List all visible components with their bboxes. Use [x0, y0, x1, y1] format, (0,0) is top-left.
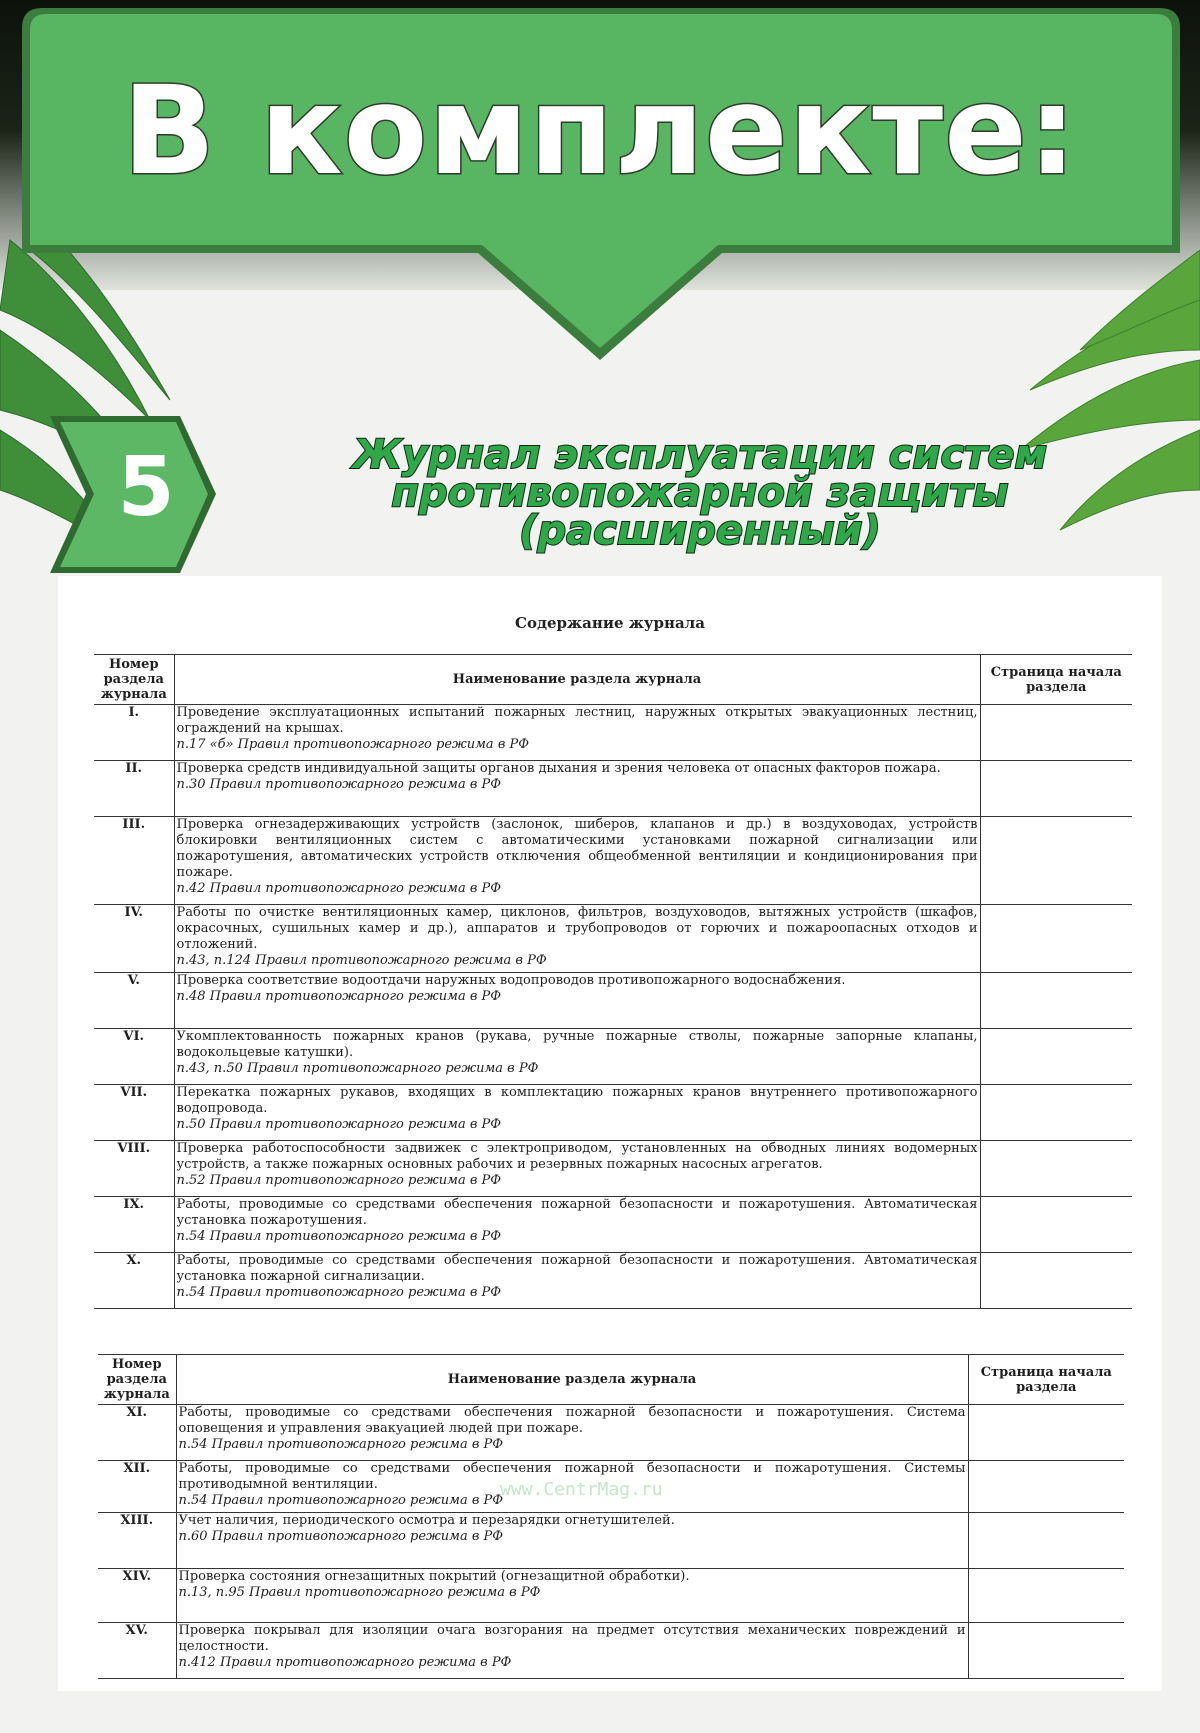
- section-number: XV.: [98, 1623, 176, 1679]
- section-name: Работы, проводимые со средствами обеспечения пожарной безопасности и пожаротушения. Системы противодымной вентиляции.: [178, 1461, 966, 1492]
- section-reference: п.17 «б» Правил противопожарного режима в РФ: [176, 737, 530, 752]
- column-header-number: Номер раздела журнала: [94, 655, 174, 705]
- section-name: Проверка работоспособности задвижек с электроприводом, установленных на обводных линиях водомерных устройств, а также пожарных основных рабочих и резервных пожарных насосных агрегатов.: [176, 1141, 978, 1172]
- column-header-page: Страница начала раздела: [968, 1355, 1124, 1405]
- section-start-page: [968, 1623, 1124, 1679]
- section-reference: п.43, п.124 Правил противопожарного режима в РФ: [176, 953, 547, 968]
- table-row: [94, 1085, 1132, 1141]
- section-name: Проведение эксплуатационных испытаний пожарных лестниц, наружных открытых эвакуационных лестниц, ограждений на крышах.: [176, 705, 978, 736]
- section-number: V.: [94, 973, 174, 1029]
- section-name: Проверка средств индивидуальной защиты органов дыхания и зрения человека от опасных факторов пожара.: [176, 761, 941, 776]
- section-start-page: [980, 973, 1132, 1029]
- section-start-page: [980, 761, 1132, 817]
- table-row: [94, 1253, 1132, 1309]
- section-reference: п.48 Правил противопожарного режима в РФ: [176, 989, 502, 1004]
- section-reference: п.42 Правил противопожарного режима в РФ: [176, 881, 502, 896]
- section-reference: п.50 Правил противопожарного режима в РФ: [176, 1117, 502, 1132]
- section-name-cell: [174, 1085, 980, 1141]
- section-start-page: [980, 1085, 1132, 1141]
- section-reference: п.52 Правил противопожарного режима в РФ: [176, 1173, 502, 1188]
- section-name-cell: [174, 705, 980, 761]
- table-row: [98, 1623, 1124, 1679]
- column-header-name: Наименование раздела журнала: [176, 1355, 968, 1405]
- section-name-cell: [174, 1141, 980, 1197]
- section-reference: п.13, п.95 Правил противопожарного режима в РФ: [178, 1585, 541, 1600]
- banner-title: В комплекте:: [122, 60, 1078, 202]
- section-name: Работы, проводимые со средствами обеспечения пожарной безопасности и пожаротушения. Автоматическая установка пожаротушения.: [176, 1197, 978, 1228]
- section-name-cell: [176, 1405, 968, 1461]
- document-title-line: Журнал эксплуатации систем: [352, 432, 1048, 478]
- document-title-line: (расширенный): [519, 508, 881, 554]
- table-row: [98, 1405, 1124, 1461]
- section-number: VIII.: [94, 1141, 174, 1197]
- section-start-page: [980, 1197, 1132, 1253]
- section-name-cell: [174, 905, 980, 973]
- section-name-cell: [176, 1513, 968, 1569]
- item-number: 5: [117, 440, 175, 535]
- table-header-row: [98, 1355, 1124, 1405]
- column-header-name: Наименование раздела журнала: [174, 655, 980, 705]
- section-name-cell: [176, 1569, 968, 1623]
- section-name-cell: [176, 1623, 968, 1679]
- section-name-cell: [174, 1197, 980, 1253]
- section-reference: п.54 Правил противопожарного режима в РФ: [178, 1493, 504, 1508]
- table-row: [98, 1569, 1124, 1623]
- table-header-row: [94, 655, 1132, 705]
- section-reference: п.54 Правил противопожарного режима в РФ: [178, 1437, 504, 1452]
- section-reference: п.60 Правил противопожарного режима в РФ: [178, 1529, 504, 1544]
- section-name: Укомплектованность пожарных кранов (рукава, ручные пожарные стволы, пожарные запорные клапаны, водокольцевые катушки).: [176, 1029, 978, 1060]
- section-start-page: [980, 817, 1132, 905]
- section-name: Проверка покрывал для изоляции очага возгорания на предмет отсутствия механических повреждений и целостности.: [178, 1623, 966, 1654]
- section-number: XIV.: [98, 1569, 176, 1623]
- section-reference: п.54 Правил противопожарного режима в РФ: [176, 1229, 502, 1244]
- section-name: Учет наличия, периодического осмотра и перезарядки огнетушителей.: [178, 1513, 675, 1528]
- section-name: Работы, проводимые со средствами обеспечения пожарной безопасности и пожаротушения. Система оповещения и управления эвакуацией людей при пожаре.: [178, 1405, 966, 1436]
- contents-heading: Содержание журнала: [515, 614, 705, 632]
- section-name: Работы, проводимые со средствами обеспечения пожарной безопасности и пожаротушения. Автоматическая установка пожарной сигнализации.: [176, 1253, 978, 1284]
- section-name: Перекатка пожарных рукавов, входящих в комплектацию пожарных кранов внутреннего противопожарного водопровода.: [176, 1085, 978, 1116]
- table-row: [94, 1029, 1132, 1085]
- section-number: XII.: [98, 1461, 176, 1513]
- section-reference: п.412 Правил противопожарного режима в РФ: [178, 1655, 512, 1670]
- table-row: [94, 905, 1132, 973]
- section-reference: п.54 Правил противопожарного режима в РФ: [176, 1285, 502, 1300]
- section-start-page: [980, 705, 1132, 761]
- section-number: II.: [94, 761, 174, 817]
- section-number: IX.: [94, 1197, 174, 1253]
- section-start-page: [980, 1253, 1132, 1309]
- section-name: Работы по очистке вентиляционных камер, циклонов, фильтров, воздуховодов, вытяжных устройств (шкафов, окрасочных, сушильных камер и др.), аппаратов и трубопроводов от горючих и пожароопасных отходов и отложений.: [176, 905, 978, 952]
- document-title: [260, 432, 1140, 554]
- table-row: [94, 973, 1132, 1029]
- table-row: [94, 1141, 1132, 1197]
- section-number: VII.: [94, 1085, 174, 1141]
- section-number: I.: [94, 705, 174, 761]
- contents-table-2: [98, 1354, 1124, 1679]
- table-row: [94, 705, 1132, 761]
- section-number: X.: [94, 1253, 174, 1309]
- section-reference: п.43, п.50 Правил противопожарного режима в РФ: [176, 1061, 539, 1076]
- table-row: [94, 817, 1132, 905]
- section-name: Проверка состояния огнезащитных покрытий (огнезащитной обработки).: [178, 1569, 690, 1584]
- section-name-cell: [174, 973, 980, 1029]
- table-row: [94, 761, 1132, 817]
- section-name-cell: [174, 761, 980, 817]
- section-number: VI.: [94, 1029, 174, 1085]
- watermark: www.CentrMag.ru: [500, 1479, 663, 1500]
- section-reference: п.30 Правил противопожарного режима в РФ: [176, 777, 502, 792]
- section-number: III.: [94, 817, 174, 905]
- section-number: IV.: [94, 905, 174, 973]
- section-number: XI.: [98, 1405, 176, 1461]
- section-start-page: [968, 1569, 1124, 1623]
- journal-page: [58, 576, 1162, 1691]
- column-header-page: Страница начала раздела: [980, 655, 1132, 705]
- section-name: Проверка соответствие водоотдачи наружных водопроводов противопожарного водоснабжения.: [176, 973, 846, 988]
- table-row: [98, 1513, 1124, 1569]
- contents-table-1: [94, 654, 1132, 1309]
- column-header-number: Номер раздела журнала: [98, 1355, 176, 1405]
- section-name-cell: [174, 817, 980, 905]
- section-name-cell: [174, 1253, 980, 1309]
- section-start-page: [968, 1513, 1124, 1569]
- section-name: Проверка огнезадерживающих устройств (заслонок, шиберов, клапанов и др.) в воздуховодах, устройств блокировки вентиляционных систем с автоматическими установками пожарной сигнализации или пожаротушения, автоматических устройств отключения общеобменной вентиляции и кондиционирования при пожаре.: [176, 817, 978, 880]
- section-start-page: [980, 1141, 1132, 1197]
- section-number: XIII.: [98, 1513, 176, 1569]
- section-start-page: [980, 1029, 1132, 1085]
- table-row: [94, 1197, 1132, 1253]
- document-title-line: противопожарной защиты: [391, 470, 1009, 516]
- section-start-page: [980, 905, 1132, 973]
- section-start-page: [968, 1405, 1124, 1461]
- section-start-page: [968, 1461, 1124, 1513]
- section-name-cell: [174, 1029, 980, 1085]
